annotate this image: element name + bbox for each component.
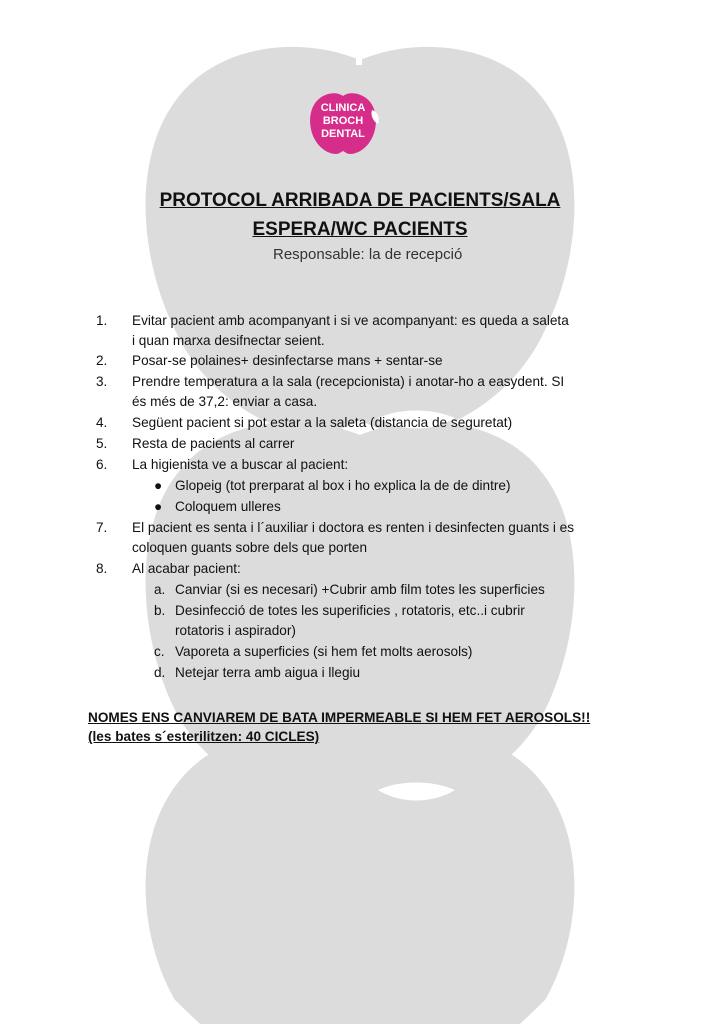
clinic-logo: [306, 88, 380, 156]
step-8-line1: Al acabar pacient:: [132, 561, 241, 576]
page-title-line2: ESPERA/WC PACIENTS: [252, 219, 468, 240]
substep-d-line1: Netejar terra amb aigua i llegiu: [175, 665, 361, 680]
bullet-dot-icon: ●: [154, 478, 163, 493]
step-2-number: 2.: [96, 353, 108, 368]
step-3-number: 3.: [96, 374, 108, 389]
substep-c-line1: Vaporeta a superficies (si hem fet molts aerosols): [175, 644, 473, 659]
step-6-number: 6.: [96, 457, 108, 472]
step-8-number: 8.: [96, 561, 108, 576]
step-1-number: 1.: [96, 313, 108, 328]
step-5-number: 5.: [96, 436, 108, 451]
step-4-line1: Següent pacient si pot estar a la saleta (distancia de seguretat): [132, 415, 513, 430]
step-2-line1: Posar-se polaines+ desinfectarse mans + sentar-se: [132, 353, 443, 368]
step-1-line2: i quan marxa desifnectar seient.: [132, 333, 325, 348]
step-7-line2: coloquen guants sobre dels que porten: [132, 540, 368, 555]
step-7-number: 7.: [96, 520, 108, 535]
step-6-line1: La higienista ve a buscar al pacient:: [132, 457, 349, 472]
step-5-line1: Resta de pacients al carrer: [132, 436, 295, 451]
substep-c-letter: c.: [154, 644, 165, 659]
logo-text-line1: CLINICA: [320, 102, 366, 114]
substep-b-line2: rotatoris i aspirador): [175, 623, 296, 638]
bullet-item-1: Glopeig (tot prerparat al box i ho explica la de de dintre): [175, 478, 511, 493]
page-title-line1: PROTOCOL ARRIBADA DE PACIENTS/SALA: [159, 190, 561, 211]
step-3-line1: Prendre temperatura a la sala (recepcionista) i anotar-ho a easydent. SI: [132, 374, 565, 389]
step-3-line2: és més de 37,2: enviar a casa.: [132, 394, 318, 409]
logo-text-line2: BROCH: [322, 115, 364, 127]
bullet-item-2: Coloquem ulleres: [175, 499, 281, 514]
final-note-line1: NOMES ENS CANVIAREM DE BATA IMPERMEABLE SI HEM FET AEROSOLS!!: [88, 710, 591, 725]
substep-b-line1: Desinfecció de totes les superificies , rotatoris, etc..i cubrir: [175, 603, 525, 618]
responsable-subtitle: Responsable: la de recepció: [273, 246, 463, 263]
bullet-dot-icon: ●: [154, 499, 163, 514]
substep-a-line1: Canviar (si es necesari) +Cubrir amb film totes les superficies: [175, 582, 545, 597]
logo-text-line3: DENTAL: [321, 128, 365, 140]
substep-a-letter: a.: [154, 582, 166, 597]
final-note-line2: (les bates s´esterilitzen: 40 CICLES): [88, 729, 320, 744]
substep-b-letter: b.: [154, 603, 166, 618]
step-1-line1: Evitar pacient amb acompanyant i si ve acompanyant: es queda a saleta: [132, 313, 569, 328]
substep-d-letter: d.: [154, 665, 166, 680]
step-4-number: 4.: [96, 415, 108, 430]
step-7-line1: El pacient es senta i l´auxiliar i doctora es renten i desinfecten guants i es: [132, 520, 575, 535]
